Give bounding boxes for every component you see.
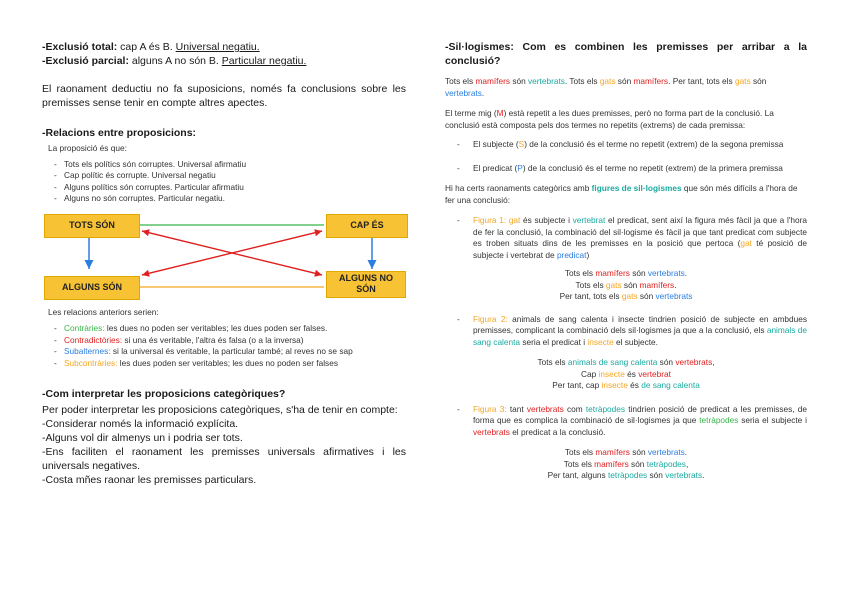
example-line: Per tant, alguns tetràpodes són vertebrats. bbox=[547, 470, 705, 480]
interpret-line: -Alguns vol dir almenys un i podria ser tots. bbox=[42, 432, 243, 444]
relations-list bbox=[42, 323, 406, 369]
box-all-are: TOTS SÓN bbox=[44, 214, 140, 238]
figure-3-example bbox=[445, 447, 807, 482]
example-line: Tots els mamífers són vertebrats. bbox=[564, 447, 688, 457]
relations-intro: Les relacions anteriors serien: bbox=[48, 306, 159, 317]
list-item: - Figura 3: tant vertebrats com tetràpodes tindrien posició de predicat a les premisses, de forma que es complica la combinació de sil·logismes ja que tetràpodes seria el subjecte i vertebrats el predicat a la conclusió. bbox=[445, 404, 807, 439]
figures-intro: Hi ha certs raonaments categòrics amb figures de sil·logismes que són més difícils a l'hora de fer una conclusió: bbox=[445, 183, 798, 205]
example-line: Per tant, cap insecte és de sang calenta bbox=[552, 380, 700, 390]
list-item: - Subalternes: si la universal és veritable, la particular també; al reves no se sap bbox=[42, 346, 406, 358]
square-of-opposition bbox=[42, 213, 406, 299]
list-item: - Figura 1: gat és subjecte i vertebrat el predicat, sent així la figura més fàcil ja que a l'hora de fer la conclusió, la combinació del sil·logisme és fàcil ja que tant predicat com subjecte es troben situats dins de les premisses en la posició que pertoca (gat té posició de subjecte i vertebrat de predicat) bbox=[445, 215, 807, 261]
list-item: - Subcontràries: les dues poden ser veritables; les dues no poden ser falses bbox=[42, 358, 406, 370]
list-item: - Cap polític és corrupte. Universal negatiu bbox=[42, 170, 406, 182]
figure-2-example bbox=[445, 357, 807, 392]
syllogism-heading: -Sil·logismes: Com es combinen les premisses per arribar a la conclusió? bbox=[445, 41, 807, 67]
list-item: - Contradictòries: si una és veritable, l'altra és falsa (o a la inversa) bbox=[42, 335, 406, 347]
right-column bbox=[445, 40, 807, 482]
list-item: - Alguns polítics són corruptes. Particular afirmatiu bbox=[42, 182, 406, 194]
example-line: Tots els mamífers són vertebrats. bbox=[564, 268, 688, 278]
figure-2-item bbox=[445, 314, 807, 349]
syllogism-example: Tots els mamífers són vertebrats. Tots els gats són mamífers. Per tant, tots els gats són vertebrats. bbox=[445, 76, 767, 98]
example-line: Cap insecte és vertebrat bbox=[581, 368, 671, 379]
figure-1-example bbox=[445, 268, 807, 303]
example-line: Tots els animals de sang calenta són vertebrats, bbox=[537, 357, 715, 367]
list-item: - Contràries: les dues no poden ser veritables; les dues poden ser falses. bbox=[42, 323, 406, 335]
terms-list bbox=[445, 139, 807, 174]
box-none-is: CAP ÉS bbox=[326, 214, 408, 238]
list-item: - Tots els polítics són corruptes. Universal afirmatiu bbox=[42, 159, 406, 171]
figure-1-item bbox=[445, 215, 807, 261]
list-item: - El subjecte (S) de la conclusió és el terme no repetit (extrem) de la segona premissa bbox=[445, 139, 807, 151]
example-line: Per tant, tots els gats són vertebrats bbox=[559, 291, 693, 301]
interpret-heading: -Com interpretar les proposicions categòriques? bbox=[42, 388, 286, 400]
left-column bbox=[42, 40, 406, 487]
proposition-intro: La proposició és que: bbox=[48, 143, 127, 153]
figure-3-item bbox=[445, 404, 807, 439]
propositions-list bbox=[42, 159, 406, 205]
list-item: - Figura 2: animals de sang calenta i insecte tindrien posició de subjecte en ambdues premisses, complicant la combinació dels sil·logismes ja que a la conclusió, els animals de sang calenta seria el predicat i insecte el subjecte. bbox=[445, 314, 807, 349]
exclusion-total-line: -Exclusió total: cap A és B. Universal negatiu. bbox=[42, 41, 260, 53]
list-item: - Alguns no són corruptes. Particular negatiu. bbox=[42, 193, 406, 205]
list-item: - El predicat (P) de la conclusió és el terme no repetit (extrem) de la primera premissa bbox=[445, 163, 807, 175]
relations-heading: -Relacions entre proposicions: bbox=[42, 127, 197, 139]
deductive-paragraph: El raonament deductiu no fa suposicions, només fa conclusions sobre les premisses sense tenir en compte altres apectes. bbox=[42, 83, 406, 109]
interpret-line: -Considerar només la informació explícita. bbox=[42, 418, 239, 430]
interpret-line: -Costa mñes raonar les premisses particulars. bbox=[42, 474, 257, 486]
interpret-line: Per poder interpretar les proposicions categòriques, s'ha de tenir en compte: bbox=[42, 404, 398, 416]
box-some-are: ALGUNS SÓN bbox=[44, 276, 140, 300]
box-some-are-not: ALGUNS NO SÓN bbox=[326, 271, 406, 298]
interpret-line: -Ens faciliten el raonament les premisses universals afirmatives i les universals negatives. bbox=[42, 446, 406, 472]
example-line: Tots els mamífers són tetràpodes, bbox=[563, 458, 689, 469]
exclusion-partial-line: -Exclusió parcial: alguns A no són B. Particular negatiu. bbox=[42, 55, 307, 67]
middle-term-paragraph: El terme mig (M) està repetit a les dues premisses, però no forma part de la conclusió. La conclusió està composta pels dos termes no repetits (extrems) de cada premissa: bbox=[445, 108, 774, 130]
example-line: Tots els gats són mamífers. bbox=[575, 279, 677, 290]
